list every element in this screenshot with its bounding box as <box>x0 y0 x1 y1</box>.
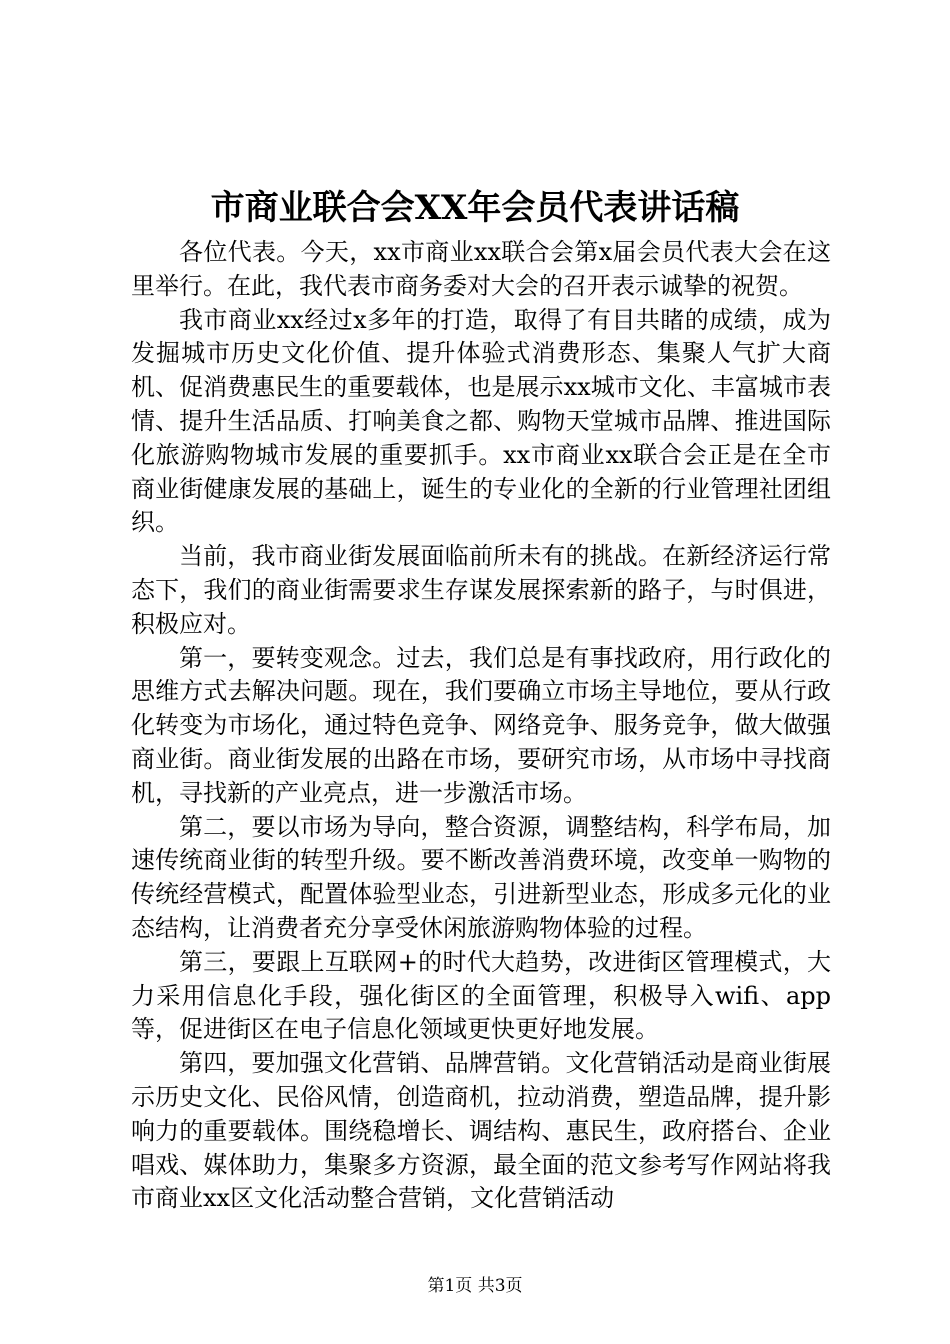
paragraph-point-two: 第二，要以市场为导向，整合资源，调整结构，科学布局，加速传统商业街的转型升级。要不断改善消费环境，改变单一购物的传统经营模式，配置体验型业态，引进新型业态，形成多元化的业态结构，让消费者充分享受休闲旅游购物体验的过程。 <box>131 812 831 942</box>
paragraph-point-three: 第三，要跟上互联网+的时代大趋势，改进街区管理模式，大力采用信息化手段，强化街区的全面管理，积极导入wifi、app等，促进街区在电子信息化领域更快更好地发展。 <box>131 947 831 1044</box>
page-footer: 第1页 共3页 <box>427 1276 523 1296</box>
document-body <box>131 236 831 1216</box>
paragraph-point-four: 第四，要加强文化营销、品牌营销。文化营销活动是商业街展示历史文化、民俗风情，创造商机，拉动消费，塑造品牌，提升影响力的重要载体。围绕稳增长、调结构、惠民生，政府搭台、企业唱戏、媒体助力，集聚多方资源，最全面的范文参考写作网站将我市商业xx区文化活动整合营销，文化营销活动 <box>131 1049 831 1213</box>
paragraph-challenges: 当前，我市商业街发展面临前所未有的挑战。在新经济运行常态下，我们的商业街需要求生存谋发展探索新的路子，与时俱进，积极应对。 <box>131 542 831 638</box>
paragraph-point-one: 第一，要转变观念。过去，我们总是有事找政府，用行政化的思维方式去解决问题。现在，我们要确立市场主导地位，要从行政化转变为市场化，通过特色竞争、网络竞争、服务竞争，做大做强商业街。商业街发展的出路在市场，要研究市场，从市场中寻找商机，寻找新的产业亮点，进一步激活市场。 <box>131 643 831 807</box>
document-title: 市商业联合会XX年会员代表讲话稿 <box>210 188 740 228</box>
paragraph-achievements: 我市商业xx经过x多年的打造，取得了有目共睹的成绩，成为发掘城市历史文化价值、提升体验式消费形态、集聚人气扩大商机、促消费惠民生的重要载体，也是展示xx城市文化、丰富城市表情、提升生活品质、打响美食之都、购物天堂城市品牌、推进国际化旅游购物城市发展的重要抓手。xx市商业xx联合会正是在全市商业街健康发展的基础上，诞生的专业化的全新的行业管理社团组织。 <box>131 305 831 537</box>
paragraph-greeting: 各位代表。今天，xx市商业xx联合会第x届会员代表大会在这里举行。在此，我代表市商务委对大会的召开表示诚挚的祝贺。 <box>131 238 831 300</box>
